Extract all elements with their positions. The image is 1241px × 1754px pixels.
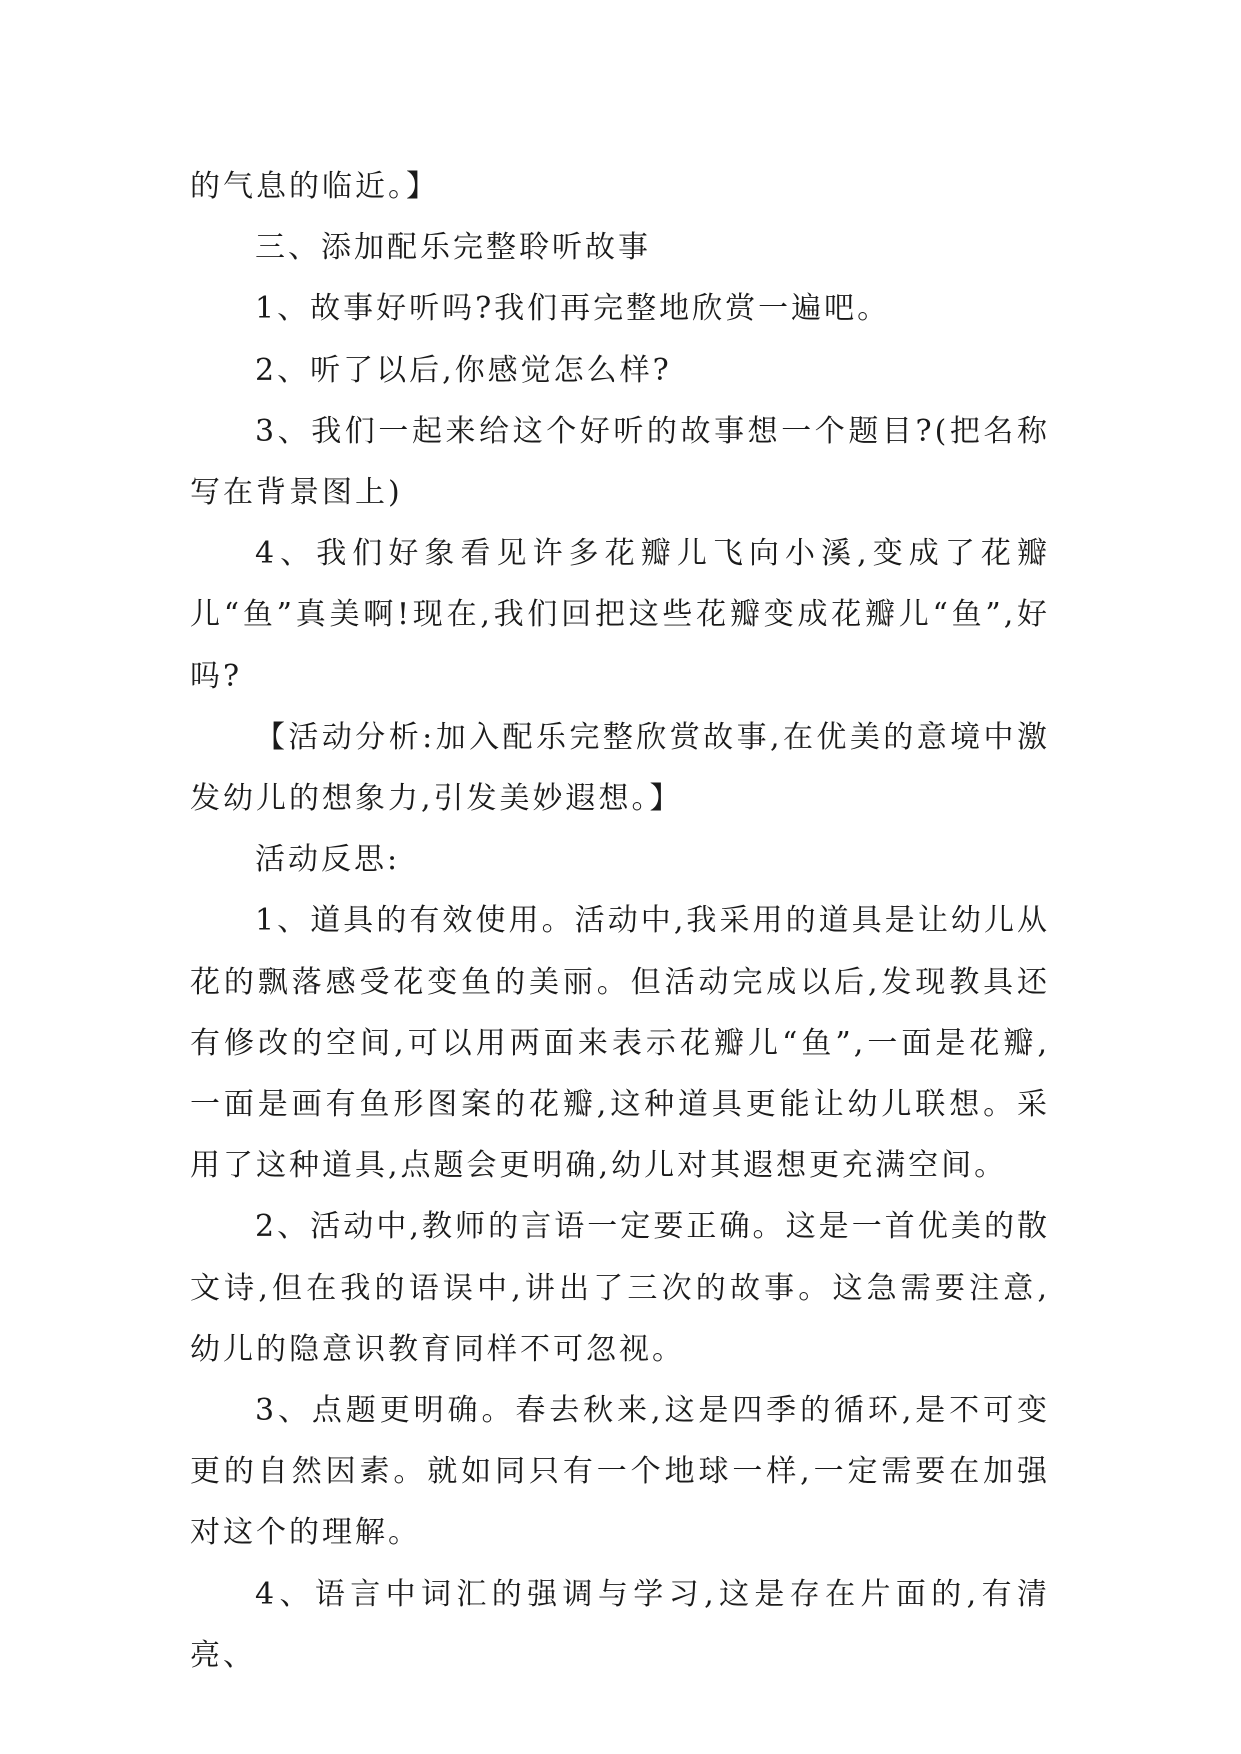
paragraph: 的气息的临近。】 xyxy=(190,169,439,204)
document-body xyxy=(190,156,1050,1686)
paragraph: 2、活动中,教师的言语一定要正确。这是一首优美的散文诗,但在我的语误中,讲出了三次的故事。这急需要注意,幼儿的隐意识教育同样不可忽视。 xyxy=(190,1209,1050,1367)
paragraph: 3、我们一起来给这个好听的故事想一个题目?(把名称写在背景图上) xyxy=(190,413,1050,511)
paragraph: 活动反思: xyxy=(255,842,401,878)
paragraph: 三、添加配乐完整聆听故事 xyxy=(255,230,651,266)
paragraph: 1、故事好听吗?我们再完整地欣赏一遍吧。 xyxy=(255,291,891,327)
paragraph: 1、道具的有效使用。活动中,我采用的道具是让幼儿从花的飘落感受花变鱼的美丽。但活动完成以后,发现教具还有修改的空间,可以用两面来表示花瓣儿“鱼”,一面是花瓣,一面是画有鱼形图案的花瓣,这种道具更能让幼儿联想。采用了这种道具,点题会更明确,幼儿对其遐想更充满空间。 xyxy=(190,903,1050,1184)
paragraph: 4、我们好象看见许多花瓣儿飞向小溪,变成了花瓣儿“鱼”真美啊!现在,我们回把这些花瓣变成花瓣儿“鱼”,好吗? xyxy=(190,536,1050,694)
paragraph: 4、语言中词汇的强调与学习,这是存在片面的,有清亮、 xyxy=(190,1576,1050,1673)
paragraph: 3、点题更明确。春去秋来,这是四季的循环,是不可变更的自然因素。就如同只有一个地球一样,一定需要在加强对这个的理解。 xyxy=(190,1393,1050,1551)
paragraph: 【活动分析:加入配乐完整欣赏故事,在优美的意境中激发幼儿的想象力,引发美妙遐想。】 xyxy=(190,719,1050,817)
paragraph: 2、听了以后,你感觉怎么样? xyxy=(255,352,672,388)
